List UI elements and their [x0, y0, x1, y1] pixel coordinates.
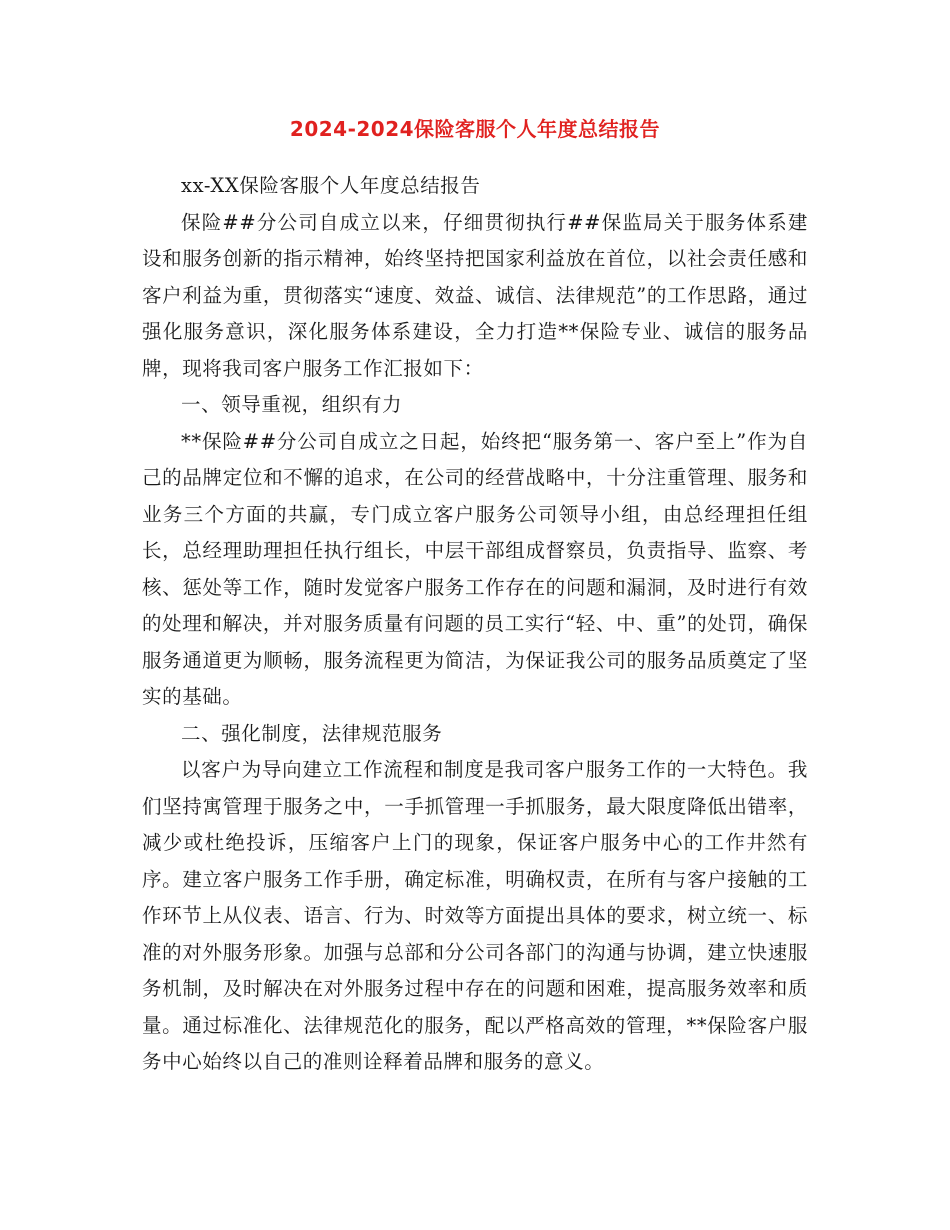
section-2-paragraph: 以客户为导向建立工作流程和制度是我司客户服务工作的一大特色。我们坚持寓管理于服务之中，一手抓管理一手抓服务，最大限度降低出错率，减少或杜绝投诉，压缩客户上门的现象，保证客户服务中心的工作井然有序。建立客户服务工作手册，确定标准，明确权责，在所有与客户接触的工作环节上从仪表、语言、行为、时效等方面提出具体的要求，树立统一、标准的对外服务形象。加强与总部和分公司各部门的沟通与协调，建立快速服务机制，及时解决在对外服务过程中存在的问题和困难，提高服务效率和质量。通过标准化、法律规范化的服务，配以严格高效的管理，**保险客户服务中心始终以自己的准则诠释着品牌和服务的意义。 [142, 758, 808, 1073]
document-subtitle: xx-XX保险客服个人年度总结报告 [181, 174, 481, 197]
section-1-paragraph: **保险##分公司自成立之日起，始终把“服务第一、客户至上”作为自己的品牌定位和不懈的追求，在公司的经营战略中，十分注重管理、服务和业务三个方面的共赢，专门成立客户服务公司领导小组，由总经理担任组长，总经理助理担任执行组长，中层干部组成督察员，负责指导、监察、考核、惩处等工作，随时发觉客户服务工作存在的问题和漏洞，及时进行有效的处理和解决，并对服务质量有问题的员工实行“轻、中、重”的处罚，确保服务通道更为顺畅，服务流程更为简洁，为保证我公司的服务品质奠定了坚实的基础。 [142, 429, 808, 708]
section-heading-1: 一、领导重视，组织有力 [181, 393, 403, 416]
section-heading-2: 二、强化制度，法律规范服务 [181, 721, 443, 745]
document-title: 2024-2024保险客服个人年度总结报告 [289, 117, 661, 141]
intro-paragraph: 保险##分公司自成立以来，仔细贯彻执行##保监局关于服务体系建设和服务创新的指示精神，始终坚持把国家利益放在首位，以社会责任感和客户利益为重，贯彻落实“速度、效益、诚信、法律规范”的工作思路，通过强化服务意识，深化服务体系建设，全力打造**保险专业、诚信的服务品牌，现将我司客户服务工作汇报如下： [142, 210, 808, 380]
